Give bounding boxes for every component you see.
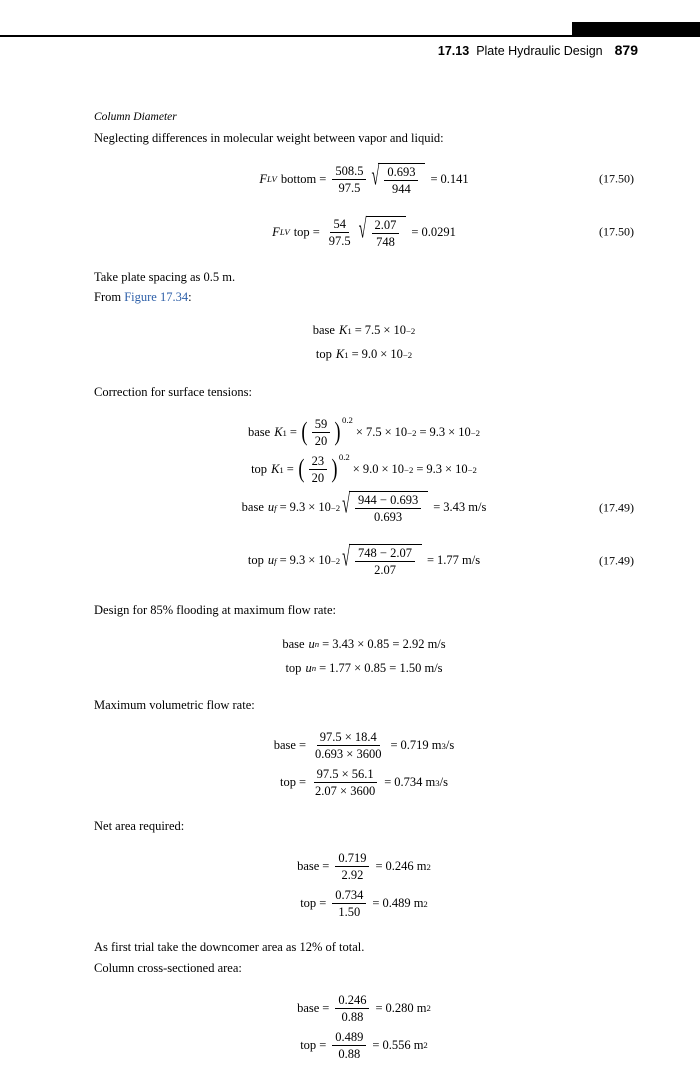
top-k1c-result-exponent: −2: [467, 464, 477, 475]
top-uf-base10: 10: [318, 553, 331, 568]
base-k1c-symbol: K: [274, 425, 283, 440]
equation-base-un: base u n = 3.43 × 0.85 = 2.92 m/s: [282, 636, 446, 651]
base-net-result: 0.246 m: [385, 859, 427, 874]
top-vol-result-sup: 3: [435, 777, 440, 788]
header-section-title: Plate Hydraulic Design: [476, 44, 603, 58]
flv-bottom-sqrt-num: 0.693: [384, 165, 418, 181]
base-k1c-label: base: [247, 425, 271, 440]
flv-top-subscript: LV: [279, 227, 290, 238]
header-black-bar: [572, 22, 700, 35]
flv-top-word: top: [293, 224, 310, 239]
base-un-label: base: [282, 636, 305, 651]
top-uf-mantissa: 9.3: [289, 553, 306, 568]
base-k1-mantissa: 7.5: [364, 323, 381, 338]
top-k1c-paren-den: 20: [311, 471, 325, 486]
base-k1c-paren-exponent: 0.2: [341, 415, 353, 426]
intro-paragraph: Neglecting differences in molecular weight between vapor and liquid:: [94, 130, 444, 145]
top-cross-result-sup: 2: [423, 1040, 428, 1051]
flv-top-result: 0.0291: [421, 224, 456, 239]
running-header: [438, 42, 638, 58]
top-uf-exponent: −2: [330, 555, 341, 566]
base-k1c-subscript: 1: [282, 427, 287, 438]
base-net-result-sup: 2: [426, 861, 431, 872]
base-vol-num: 97.5 × 18.4: [317, 730, 380, 746]
max-volumetric-paragraph: Maximum volumetric flow rate:: [94, 698, 255, 713]
design-flooding-paragraph: Design for 85% flooding at maximum flow rate:: [94, 603, 336, 618]
top-uf-symbol: u: [267, 553, 275, 568]
base-k1-exponent: −2: [405, 325, 416, 336]
equation-top-uf: top u f = 9.3 × 10 −2 √ $\frac{748 - 2.07}{2.07}$ = 1.77 m/s (17.49): [247, 542, 634, 578]
equation-number-1750b: (17.50): [599, 224, 634, 239]
equation-number-1750a: (17.50): [599, 171, 634, 186]
base-un-expression: 3.43 × 0.85 = 2.92 m/s: [332, 636, 446, 651]
equation-top-k1: top K 1 = 9.0 × 10 −2: [315, 347, 413, 362]
from-figure-prefix: From: [94, 289, 125, 304]
top-k1-base10: 10: [390, 347, 403, 362]
flv-bottom-subscript: LV: [266, 174, 277, 185]
top-k1c-paren-exponent: 0.2: [338, 452, 350, 463]
base-k1c-base10: 10: [394, 425, 408, 440]
top-k1c-paren-num: 23: [309, 454, 328, 470]
base-vol-result-den: s: [449, 738, 455, 753]
equation-base-uf: base u f = 9.3 × 10 −2 √ $\frac{944 - 0.693}{0.693}$ = 3.43 m/s (17.49): [241, 489, 634, 525]
base-k1c-result-base10: 10: [458, 425, 471, 440]
top-net-label: top: [300, 896, 317, 911]
equation-top-net-area: top = $\frac{0.734}{1.50}$ = 0.489 m 2: [300, 888, 428, 920]
flv-bottom-sqrt-den: 944: [392, 181, 411, 196]
flv-bottom-result: 0.141: [440, 171, 469, 186]
top-k1-label: top: [315, 347, 332, 362]
flv-bottom-frac-num: 508.5: [332, 164, 366, 180]
flv-top-sqrt-num: 2.07: [372, 218, 400, 234]
top-vol-label: top: [279, 775, 296, 790]
top-net-den: 1.50: [338, 905, 361, 920]
header-section-number: 17.13: [437, 44, 470, 58]
base-un-subscript: n: [314, 639, 320, 650]
base-net-label: base: [297, 859, 320, 874]
base-k1-label: base: [312, 323, 335, 338]
top-vol-result-den: s: [443, 775, 448, 790]
top-k1c-result-mantissa: 9.3: [426, 462, 443, 477]
base-k1-symbol: K: [338, 323, 348, 338]
base-vol-label: base: [273, 738, 296, 753]
base-cross-result: 0.280 m: [385, 1000, 427, 1015]
equation-base-cross-area: base = $\frac{0.246}{0.88}$ = 0.280 m 2: [297, 992, 431, 1024]
from-figure-suffix: :: [188, 289, 192, 304]
base-uf-sqrt-num: 944 − 0.693: [355, 493, 421, 509]
top-net-result: 0.489 m: [382, 896, 424, 911]
base-uf-sqrt-den: 0.693: [374, 510, 403, 525]
equation-number-1749a: (17.49): [599, 500, 634, 515]
flv-bottom-frac-den: 97.5: [338, 180, 361, 195]
base-net-num: 0.719: [335, 851, 369, 867]
top-uf-sqrt-num: 748 − 2.07: [355, 546, 415, 562]
base-vol-result: 0.719 m: [400, 738, 442, 753]
surface-tension-paragraph: Correction for surface tensions:: [94, 384, 252, 399]
base-un-symbol: u: [308, 636, 315, 651]
base-net-den: 2.92: [341, 868, 364, 883]
downcomer-area-paragraph: As first trial take the downcomer area as 12% of total.: [94, 940, 365, 955]
equation-top-un: top u n = 1.77 × 0.85 = 1.50 m/s: [285, 660, 443, 675]
base-k1c-mantissa: 7.5: [365, 425, 382, 440]
top-vol-num: 97.5 × 56.1: [314, 767, 377, 783]
base-uf-base10: 10: [318, 500, 331, 515]
top-k1c-symbol: K: [271, 462, 280, 477]
cross-sectional-area-paragraph: Column cross-sectioned area:: [94, 960, 242, 975]
top-vol-result: 0.734 m: [394, 775, 436, 790]
top-un-label: top: [285, 660, 302, 675]
top-k1-symbol: K: [335, 347, 345, 362]
base-k1c-paren-den: 20: [314, 434, 328, 449]
equation-flv-bottom: F LV bottom = $\frac{508.5}{97.5}$ √ $\frac{0.693}{944}$ = 0.141 (17.50): [259, 161, 634, 196]
equation-top-k1-corrected: top K 1 = ( $\frac{23}{20}$ ) 0.2 × 9.0 × 10 −2 = 9.3 × 10 −2: [251, 452, 477, 486]
equation-base-net-area: base = $\frac{0.719}{2.92}$ = 0.246 m 2: [297, 851, 431, 883]
page-content: [94, 110, 634, 1067]
flv-top-sqrt-den: 748: [376, 234, 395, 249]
base-k1c-result-exponent: −2: [470, 427, 481, 438]
base-cross-den: 0.88: [341, 1009, 364, 1024]
equation-base-k1: base K 1 = 7.5 × 10 −2: [312, 323, 416, 338]
from-figure-paragraph: [94, 288, 634, 306]
net-area-paragraph: Net area required:: [94, 819, 185, 834]
base-uf-exponent: −2: [330, 502, 341, 513]
base-k1c-paren-num: 59: [312, 417, 331, 433]
base-vol-den: 0.693 × 3600: [315, 747, 382, 762]
top-k1c-subscript: 1: [279, 464, 284, 475]
base-uf-symbol: u: [267, 500, 275, 515]
top-k1c-result-base10: 10: [455, 462, 468, 477]
flv-bottom-symbol: F: [259, 171, 267, 186]
base-uf-subscript: f: [274, 502, 277, 513]
top-k1c-base10: 10: [391, 462, 405, 477]
base-k1c-exponent: −2: [407, 427, 417, 438]
base-uf-result: 3.43 m/s: [443, 500, 487, 515]
flv-top-frac-num: 54: [330, 217, 349, 233]
base-uf-label: base: [241, 500, 264, 515]
flv-top-frac-den: 97.5: [328, 233, 351, 248]
page-number: 879: [614, 42, 638, 58]
equation-flv-top: F LV top = $\frac{54}{97.5}$ √ $\frac{2.07}{748}$ = 0.0291 (17.50): [272, 214, 634, 249]
top-uf-result: 1.77 m/s: [437, 553, 481, 568]
top-k1c-exponent: −2: [404, 464, 414, 475]
top-net-num: 0.734: [332, 888, 366, 904]
top-uf-subscript: f: [274, 555, 277, 566]
top-k1-exponent: −2: [402, 349, 413, 360]
equation-top-volumetric: top = $\frac{97.5 \times 56.1}{2.07 \times 3600}$ = 0.734 m 3 / s: [279, 767, 448, 799]
base-cross-result-sup: 2: [426, 1003, 431, 1014]
figure-1734-link[interactable]: Figure 17.34: [124, 289, 189, 304]
subheading-column-diameter: Column Diameter: [94, 111, 177, 123]
flv-bottom-word: bottom: [280, 171, 317, 186]
plate-spacing-paragraph: Take plate spacing as 0.5 m.: [94, 269, 236, 284]
base-cross-num: 0.246: [335, 993, 369, 1009]
base-k1c-result-mantissa: 9.3: [429, 425, 446, 440]
top-k1-mantissa: 9.0: [361, 347, 378, 362]
top-cross-den: 0.88: [338, 1046, 361, 1061]
top-vol-den: 2.07 × 3600: [315, 784, 376, 799]
top-un-expression: 1.77 × 0.85 = 1.50 m/s: [329, 660, 443, 675]
equation-number-1749b: (17.49): [599, 553, 634, 568]
base-vol-result-sup: 3: [441, 740, 446, 751]
header-rule: [0, 35, 700, 37]
top-net-result-sup: 2: [423, 898, 428, 909]
base-k1-base10: 10: [393, 323, 406, 338]
base-uf-mantissa: 9.3: [289, 500, 306, 515]
equation-base-k1-corrected: base K 1 = ( $\frac{59}{20}$ ) 0.2 × 7.5 × 10 −2 = 9.3 × 10 −2: [247, 415, 481, 449]
base-cross-label: base: [297, 1000, 320, 1015]
top-cross-num: 0.489: [332, 1030, 366, 1046]
equation-top-cross-area: top = $\frac{0.489}{0.88}$ = 0.556 m 2: [300, 1029, 428, 1061]
top-uf-label: top: [247, 553, 264, 568]
top-k1-subscript: 1: [344, 349, 349, 360]
top-k1c-mantissa: 9.0: [362, 462, 379, 477]
flv-top-symbol: F: [272, 224, 280, 239]
top-un-subscript: n: [311, 663, 317, 674]
top-k1c-label: top: [251, 462, 268, 477]
top-cross-result: 0.556 m: [382, 1037, 424, 1052]
top-un-symbol: u: [305, 660, 312, 675]
base-k1-subscript: 1: [347, 325, 352, 336]
top-uf-sqrt-den: 2.07: [374, 563, 396, 578]
equation-base-volumetric: base = $\frac{97.5 \times 18.4}{0.693 \times 3600}$ = 0.719 m 3 / s: [273, 730, 455, 762]
top-cross-label: top: [300, 1037, 317, 1052]
